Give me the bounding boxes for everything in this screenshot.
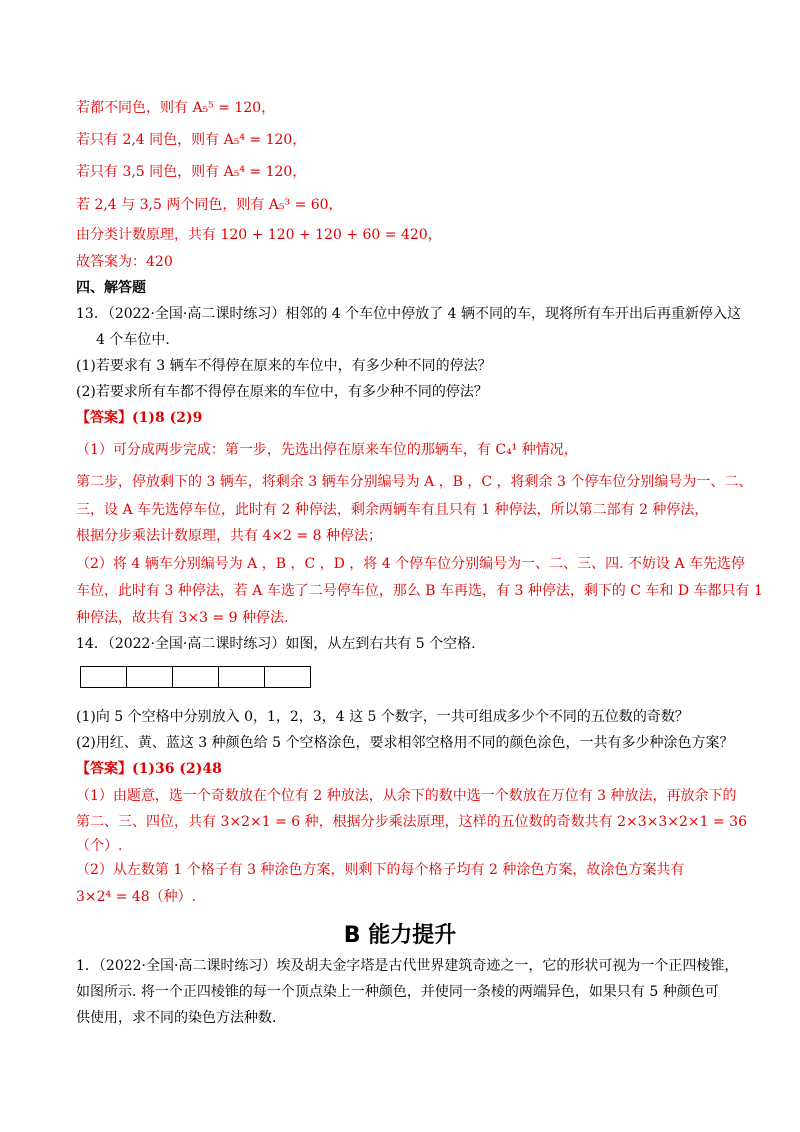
question-13-part2: (2)若要求所有车都不得停在原来的车位中，有多少种不同的停法？ xyxy=(76,384,488,400)
question-14-part2: (2)用红、黄、蓝这 3 种颜色给 5 个空格涂色，要求相邻空格用不同的颜色涂色，一共有多少种涂色方案？ xyxy=(76,735,734,751)
solution-line: 由分类计数原理，共有 120 + 120 + 120 + 60 = 420， xyxy=(76,227,442,243)
question-14-answer: 【答案】(1)36 (2)48 xyxy=(76,761,222,777)
question-14-solution: 3×2⁴ = 48（种）. xyxy=(76,889,197,905)
question-b1-text: 如图所示. 将一个正四棱锥的每一个顶点染上一种颜色，并使同一条棱的两端异色，如果只有 5 种颜色可 xyxy=(76,984,719,1000)
blank-cell xyxy=(127,667,173,687)
question-14-part1: (1)向 5 个空格中分别放入 0，1，2，3，4 这 5 个数字，一共可组成多少个不同的五位数的奇数？ xyxy=(76,709,689,725)
question-13-solution: 根据分步乘法计数原理，共有 4×2 = 8 种停法； xyxy=(76,528,382,544)
solution-line: 若 2,4 与 3,5 两个同色，则有 A₅³ = 60， xyxy=(76,197,343,213)
question-13-solution: 第二步，停放剩下的 3 辆车，将剩余 3 辆车分别编号为 A ，B ，C ，将剩余 3 个停车位分别编号为一、二、 xyxy=(76,474,753,490)
question-b1-text: 供使用，求不同的染色方法种数. xyxy=(76,1010,277,1026)
question-14-solution: 第二、三、四位，共有 3×2×1 = 6 种，根据分步乘法原理，这样的五位数的奇数共有 2×3×3×2×1 = 36 xyxy=(76,814,747,830)
blank-cell xyxy=(219,667,265,687)
question-14-solution: （1）由题意，选一个奇数放在个位有 2 种放法，从余下的数中选一个数放在万位有 3 种放法，再放余下的 xyxy=(76,788,737,804)
blank-cell xyxy=(173,667,219,687)
question-13-solution: 三，设 A 车先选停车位，此时有 2 种停法，剩余两辆车有且只有 1 种停法，所以第二部有 2 种停法， xyxy=(76,502,709,518)
blank-cell xyxy=(265,667,310,687)
solution-line: 若只有 3,5 同色，则有 A₅⁴ = 120， xyxy=(76,164,307,180)
solution-line: 若只有 2,4 同色，则有 A₅⁴ = 120， xyxy=(76,132,307,148)
section-b-heading: B 能力提升 xyxy=(343,923,457,948)
five-blank-cells-figure xyxy=(80,666,311,688)
solution-line: 若都不同色，则有 A₅⁵ = 120， xyxy=(76,100,276,116)
question-13-solution: （1）可分成两步完成：第一步，先选出停在原来车位的那辆车，有 C₄¹ 种情况， xyxy=(76,442,578,458)
question-14-solution: （个）. xyxy=(76,838,123,854)
question-13-text: 4 个车位中. xyxy=(96,332,170,348)
blank-cell xyxy=(81,667,127,687)
question-b1-text: 1．（2022·全国·高二课时练习）埃及胡夫金字塔是古代世界建筑奇迹之一，它的形状可视为一个正四棱锥， xyxy=(76,958,739,974)
question-13-part1: (1)若要求有 3 辆车不得停在原来的车位中，有多少种不同的停法？ xyxy=(76,358,492,374)
question-14-solution: （2）从左数第 1 个格子有 3 种涂色方案，则剩下的每个格子均有 2 种涂色方案，故涂色方案共有 xyxy=(76,862,685,878)
question-13-solution: 种停法，故共有 3×3 = 9 种停法. xyxy=(76,610,289,626)
solution-line: 故答案为：420 xyxy=(76,254,173,270)
question-13-solution: （2）将 4 辆车分别编号为 A ，B ，C ，D ，将 4 个停车位分别编号为一、二、三、四. 不妨设 A 车先选停 xyxy=(76,556,746,572)
section-heading: 四、解答题 xyxy=(76,280,146,296)
question-13-text: 13．（2022·全国·高二课时练习）相邻的 4 个车位中停放了 4 辆不同的车，现将所有车开出后再重新停入这 xyxy=(76,306,741,322)
question-13-solution: 车位，此时有 3 种停法，若 A 车选了二号停车位，那么 B 车再选，有 3 种停法，剩下的 C 车和 D 车都只有 1 xyxy=(76,583,763,599)
question-14-text: 14．（2022·全国·高二课时练习）如图，从左到右共有 5 个空格. xyxy=(76,636,476,652)
question-13-answer: 【答案】(1)8 (2)9 xyxy=(76,410,203,426)
